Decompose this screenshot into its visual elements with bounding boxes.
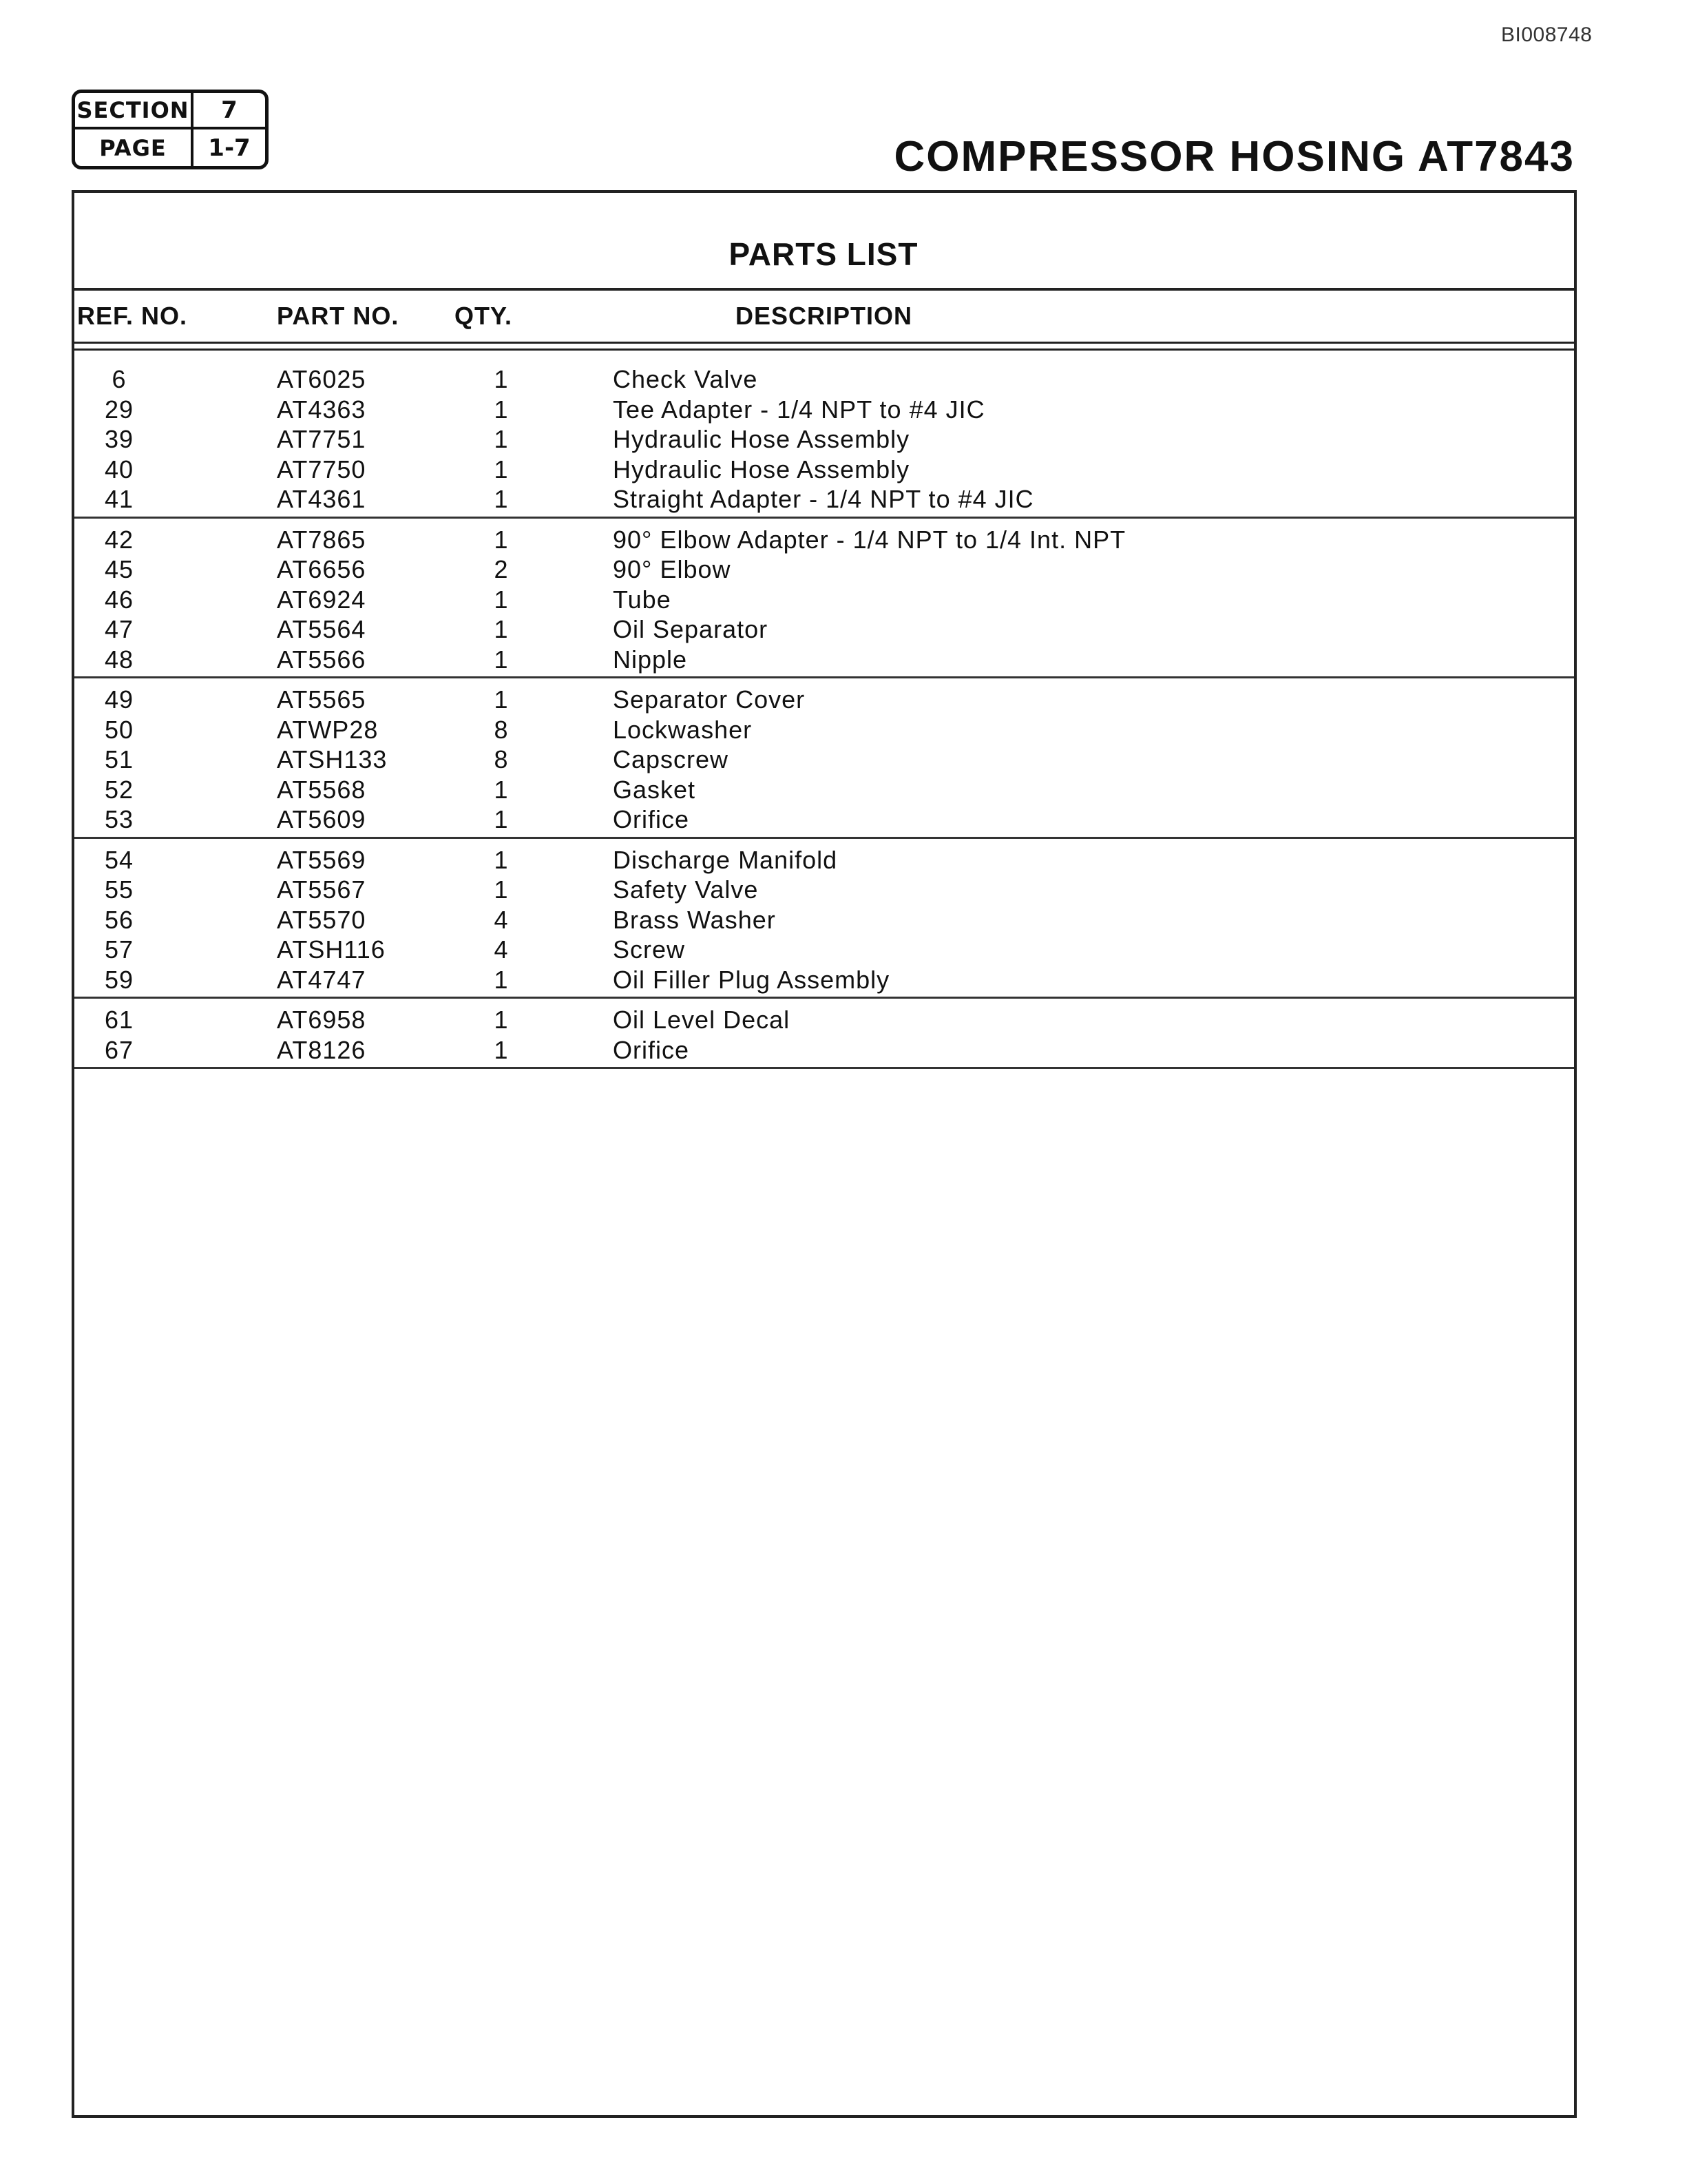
description-cell: Lockwasher	[613, 715, 753, 744]
quantity-cell: 1	[494, 645, 509, 674]
ref-number-cell: 48	[104, 645, 134, 674]
part-number-cell: AT6924	[277, 585, 366, 614]
part-number-cell: AT7750	[277, 455, 366, 483]
quantity-cell: 8	[494, 715, 509, 744]
ref-number-cell: 41	[104, 485, 134, 513]
part-number-cell: AT6656	[277, 555, 366, 583]
description-cell: Oil Filler Plug Assembly	[613, 965, 890, 994]
quantity-cell: 1	[494, 845, 509, 874]
part-number-cell: AT5564	[277, 615, 366, 643]
ref-number-cell: 47	[104, 615, 134, 643]
quantity-cell: 1	[494, 615, 509, 643]
document-id: BI008748	[1501, 23, 1593, 46]
quantity-cell: 1	[494, 365, 509, 393]
description-cell: Discharge Manifold	[613, 845, 838, 874]
part-number-cell: AT5565	[277, 685, 366, 714]
description-cell: Oil Level Decal	[613, 1006, 790, 1034]
description-cell: Tube	[613, 585, 671, 614]
ref-number-cell: 46	[104, 585, 134, 614]
page-value: 1-7	[208, 134, 251, 162]
table-row	[74, 773, 1574, 803]
section-label: SECTION	[75, 93, 193, 129]
column-header-part: PART NO.	[277, 302, 399, 330]
description-cell: Screw	[613, 935, 686, 964]
part-number-cell: AT4363	[277, 395, 366, 424]
table-row	[74, 903, 1574, 933]
quantity-cell: 4	[494, 905, 509, 934]
section-page-box	[72, 90, 269, 169]
table-row	[74, 713, 1574, 743]
quantity-cell: 1	[494, 685, 509, 714]
description-cell: Nipple	[613, 645, 688, 674]
quantity-cell: 8	[494, 745, 509, 773]
table-row	[74, 683, 1574, 713]
ref-number-cell: 56	[104, 905, 134, 934]
ref-number-cell: 40	[104, 455, 134, 483]
part-number-cell: AT5570	[277, 905, 366, 934]
quantity-cell: 2	[494, 555, 509, 583]
ref-number-cell: 49	[104, 685, 134, 714]
quantity-cell: 1	[494, 805, 509, 833]
part-number-cell: ATWP28	[277, 715, 379, 744]
ref-number-cell: 6	[112, 365, 127, 393]
table-row	[74, 843, 1574, 873]
table-row	[74, 552, 1574, 583]
description-cell: 90° Elbow Adapter - 1/4 NPT to 1/4 Int. NPT	[613, 525, 1126, 554]
quantity-cell: 1	[494, 875, 509, 904]
ref-number-cell: 67	[104, 1035, 134, 1064]
description-cell: Brass Washer	[613, 905, 776, 934]
table-row	[74, 1033, 1574, 1063]
part-number-cell: ATSH133	[277, 745, 388, 773]
section-value: 7	[193, 93, 265, 129]
table-row	[74, 393, 1574, 423]
parts-group	[74, 519, 1574, 679]
parts-group	[74, 999, 1574, 1069]
ref-number-cell: 59	[104, 965, 134, 994]
quantity-cell: 4	[494, 935, 509, 964]
description-cell: Capscrew	[613, 745, 729, 773]
ref-number-cell: 50	[104, 715, 134, 744]
ref-number-cell: 39	[104, 425, 134, 453]
description-cell: 90° Elbow	[613, 555, 731, 583]
ref-number-cell: 54	[104, 845, 134, 874]
description-cell: Separator Cover	[613, 685, 806, 714]
parts-group	[74, 358, 1574, 519]
part-number-cell: AT5566	[277, 645, 366, 674]
quantity-cell: 1	[494, 1006, 509, 1034]
parts-table-body	[74, 358, 1574, 1069]
table-row	[74, 422, 1574, 453]
quantity-cell: 1	[494, 455, 509, 483]
description-cell: Straight Adapter - 1/4 NPT to #4 JIC	[613, 485, 1034, 513]
column-header-description: DESCRIPTION	[735, 302, 913, 330]
description-cell: Orifice	[613, 1035, 690, 1064]
table-row	[74, 1003, 1574, 1033]
ref-number-cell: 51	[104, 745, 134, 773]
table-row	[74, 362, 1574, 393]
ref-number-cell: 53	[104, 805, 134, 833]
ref-number-cell: 55	[104, 875, 134, 904]
table-row	[74, 482, 1574, 512]
ref-number-cell: 61	[104, 1006, 134, 1034]
parts-list-title: PARTS LIST	[728, 236, 919, 272]
part-number-cell: AT5609	[277, 805, 366, 833]
part-number-cell: AT8126	[277, 1035, 366, 1064]
quantity-cell: 1	[494, 485, 509, 513]
quantity-cell: 1	[494, 965, 509, 994]
description-cell: Hydraulic Hose Assembly	[613, 455, 910, 483]
quantity-cell: 1	[494, 395, 509, 424]
part-number-cell: AT6958	[277, 1006, 366, 1034]
description-cell: Tee Adapter - 1/4 NPT to #4 JIC	[613, 395, 985, 424]
part-number-cell: AT7751	[277, 425, 366, 453]
ref-number-cell: 57	[104, 935, 134, 964]
part-number-cell: AT7865	[277, 525, 366, 554]
ref-number-cell: 42	[104, 525, 134, 554]
page-label: PAGE	[75, 129, 193, 166]
ref-number-cell: 45	[104, 555, 134, 583]
description-cell: Check Valve	[613, 365, 758, 393]
table-row	[74, 453, 1574, 483]
header-rule-bottom	[72, 342, 1577, 344]
table-row	[74, 643, 1574, 673]
table-row	[74, 873, 1574, 903]
description-cell: Oil Separator	[613, 615, 768, 643]
description-cell: Hydraulic Hose Assembly	[613, 425, 910, 453]
quantity-cell: 1	[494, 585, 509, 614]
ref-number-cell: 29	[104, 395, 134, 424]
table-row	[74, 612, 1574, 643]
column-header-ref: REF. NO.	[77, 302, 188, 330]
table-row	[74, 523, 1574, 553]
table-row	[74, 963, 1574, 993]
description-cell: Gasket	[613, 775, 696, 804]
quantity-cell: 1	[494, 1035, 509, 1064]
table-row	[74, 933, 1574, 963]
part-number-cell: AT4747	[277, 965, 366, 994]
part-number-cell: AT5568	[277, 775, 366, 804]
quantity-cell: 1	[494, 525, 509, 554]
page-title: COMPRESSOR HOSING AT7843	[894, 133, 1575, 180]
table-row	[74, 742, 1574, 773]
header-rule-top	[72, 288, 1577, 291]
column-header-qty: QTY.	[454, 302, 513, 330]
part-number-cell: AT4361	[277, 485, 366, 513]
part-number-cell: AT6025	[277, 365, 366, 393]
parts-group	[74, 678, 1574, 839]
quantity-cell: 1	[494, 425, 509, 453]
parts-group	[74, 839, 1574, 999]
description-cell: Safety Valve	[613, 875, 759, 904]
table-row	[74, 802, 1574, 833]
part-number-cell: AT5569	[277, 845, 366, 874]
table-row	[74, 583, 1574, 613]
header-rule-bottom-double	[72, 349, 1577, 351]
ref-number-cell: 52	[104, 775, 134, 804]
part-number-cell: ATSH116	[277, 935, 386, 964]
description-cell: Orifice	[613, 805, 690, 833]
quantity-cell: 1	[494, 775, 509, 804]
part-number-cell: AT5567	[277, 875, 366, 904]
